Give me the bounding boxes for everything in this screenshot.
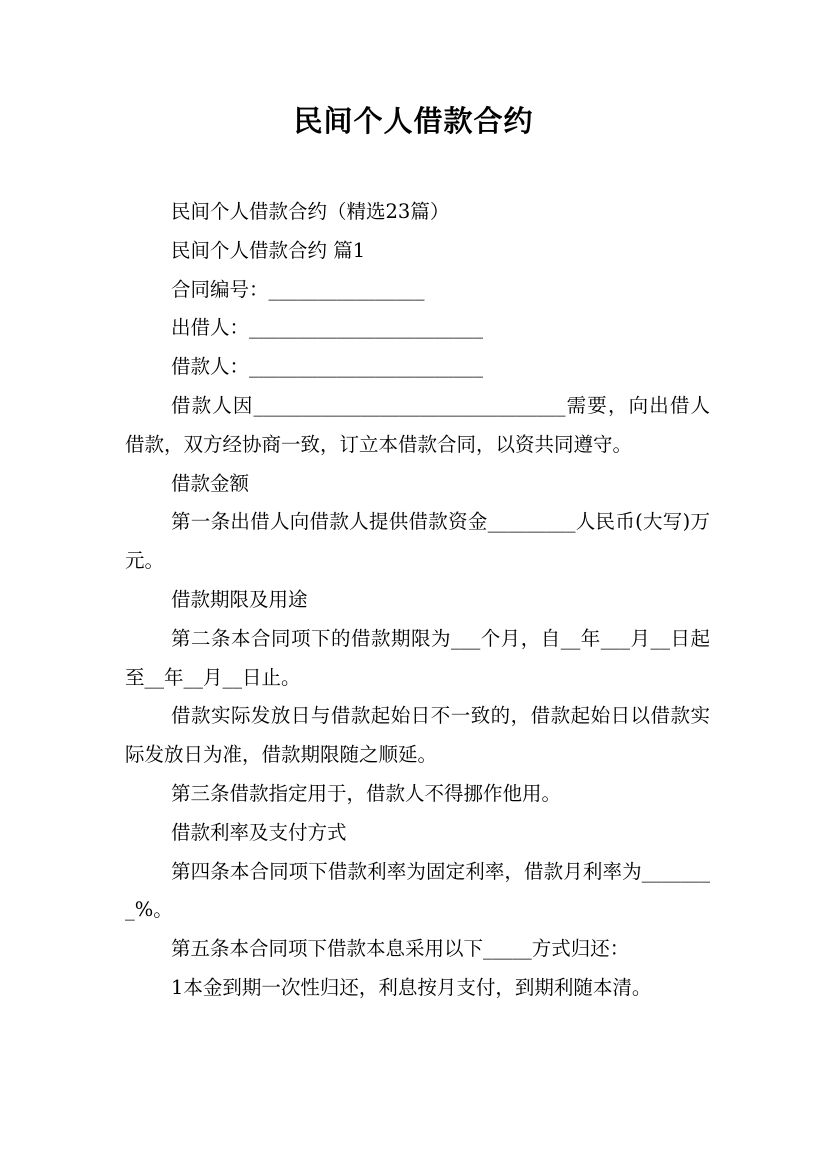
document-body xyxy=(125,193,710,1008)
document-title: 民间个人借款合约 xyxy=(293,104,534,138)
paragraph-section-heading: 民间个人借款合约 篇1 xyxy=(171,238,366,262)
paragraph-article-4: 第四条本合同项下借款利率为固定利率，借款月利率为________%。 xyxy=(125,859,710,922)
paragraph-borrower: 借款人：________________________ xyxy=(171,355,484,379)
paragraph-heading-amount: 借款金额 xyxy=(171,471,250,495)
paragraph-heading-term: 借款期限及用途 xyxy=(171,587,308,611)
paragraph-purpose: 借款人因________________________________需要，向出借人借款，双方经协商一致，订立本借款合同，以资共同遵守。 xyxy=(125,393,710,456)
paragraph-subtitle: 民间个人借款合约（精选23篇） xyxy=(171,200,450,223)
paragraph-contract-number: 合同编号：________________ xyxy=(171,277,425,301)
paragraph-article-2: 第二条本合同项下的借款期限为___个月，自__年___月__日起至__年__月__日止。 xyxy=(125,626,710,689)
paragraph-heading-interest: 借款利率及支付方式 xyxy=(171,820,347,844)
paragraph-lender: 出借人：________________________ xyxy=(171,316,484,340)
paragraph-disbursement: 借款实际发放日与借款起始日不一致的，借款起始日以借款实际发放日为准，借款期限随之顺延。 xyxy=(125,704,710,767)
paragraph-article-1: 第一条出借人向借款人提供借款资金_________人民币(大写)万元。 xyxy=(125,510,710,573)
paragraph-article-5: 第五条本合同项下借款本息采用以下_____方式归还： xyxy=(171,937,630,961)
paragraph-article-3: 第三条借款指定用于，借款人不得挪作他用。 xyxy=(171,781,562,805)
paragraph-repayment-option-1: 1本金到期一次性归还，利息按月支付，到期利随本清。 xyxy=(171,975,652,999)
